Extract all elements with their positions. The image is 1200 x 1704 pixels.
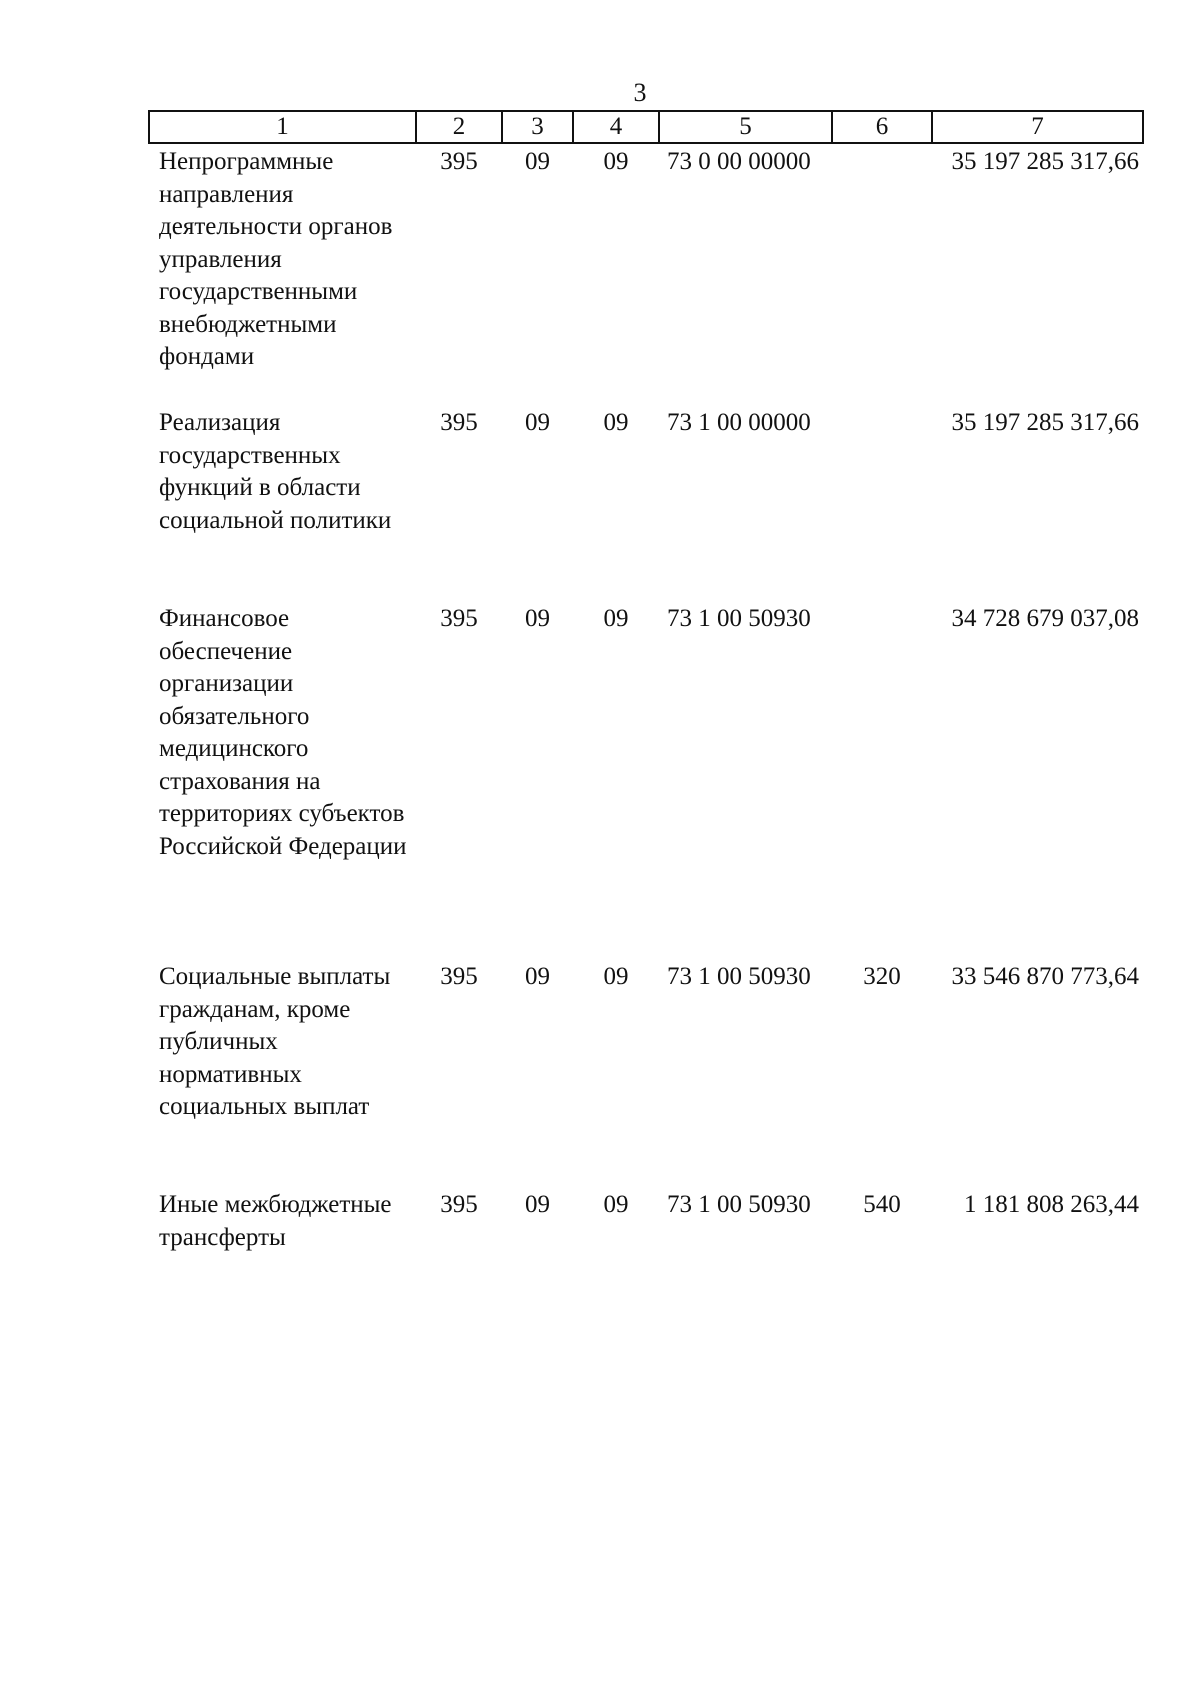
row-col2: 395 (440, 409, 478, 436)
row-col7: 35 197 285 317,66 (951, 409, 1139, 436)
header-cell-7: 7 (932, 111, 1143, 143)
row-col6 (832, 601, 932, 959)
row-name: Финансовое обеспечение организации обязательного медицинского страхования на территориях субъектов Российской Федерации (159, 605, 407, 860)
header-cell-2: 2 (416, 111, 502, 143)
row-col7: 1 181 808 263,44 (964, 1191, 1139, 1218)
row-col7: 33 546 870 773,64 (951, 963, 1139, 990)
header-cell-3: 3 (502, 111, 573, 143)
table-row (149, 1187, 1143, 1297)
header-cell-5: 5 (659, 111, 832, 143)
row-col3: 09 (525, 605, 550, 632)
row-col5: 73 1 00 00000 (667, 409, 811, 436)
row-col5: 73 1 00 50930 (667, 605, 811, 632)
table-row (149, 405, 1143, 601)
page-number: 3 (633, 78, 647, 107)
row-col5: 73 1 00 50930 (667, 963, 811, 990)
header-cell-4: 4 (573, 111, 659, 143)
row-col2: 395 (440, 1191, 478, 1218)
row-col4: 09 (603, 409, 629, 436)
row-col2: 395 (440, 605, 478, 632)
table-row (149, 143, 1143, 405)
row-col4: 09 (603, 605, 629, 632)
row-col4: 09 (603, 963, 629, 990)
row-name: Реализация государственных функций в области социальной политики (159, 409, 392, 534)
row-col4: 09 (603, 1191, 629, 1218)
row-col6 (832, 405, 932, 601)
row-col6 (832, 143, 932, 405)
row-name: Непрограммные направления деятельности органов управления государственными внебюджетными фондами (159, 148, 393, 370)
row-col3: 09 (525, 1191, 550, 1218)
row-col5: 73 0 00 00000 (667, 148, 811, 175)
table-row (149, 601, 1143, 959)
header-cell-1: 1 (149, 111, 416, 143)
row-col5: 73 1 00 50930 (667, 1191, 811, 1218)
row-name: Социальные выплаты гражданам, кроме публичных нормативных социальных выплат (159, 963, 391, 1120)
row-col6: 540 (863, 1191, 901, 1218)
row-col3: 09 (525, 409, 550, 436)
row-name: Иные межбюджетные трансферты (159, 1191, 392, 1251)
row-col2: 395 (440, 963, 478, 990)
header-cell-6: 6 (832, 111, 932, 143)
table-row (149, 959, 1143, 1187)
row-col7: 35 197 285 317,66 (951, 148, 1139, 175)
row-col7: 34 728 679 037,08 (951, 605, 1139, 632)
row-col4: 09 (603, 148, 629, 175)
row-col2: 395 (440, 148, 478, 175)
row-col6: 320 (863, 963, 901, 990)
budget-table (148, 110, 1144, 1297)
table-header-row (149, 111, 1143, 143)
row-col3: 09 (525, 963, 550, 990)
row-col3: 09 (525, 148, 550, 175)
